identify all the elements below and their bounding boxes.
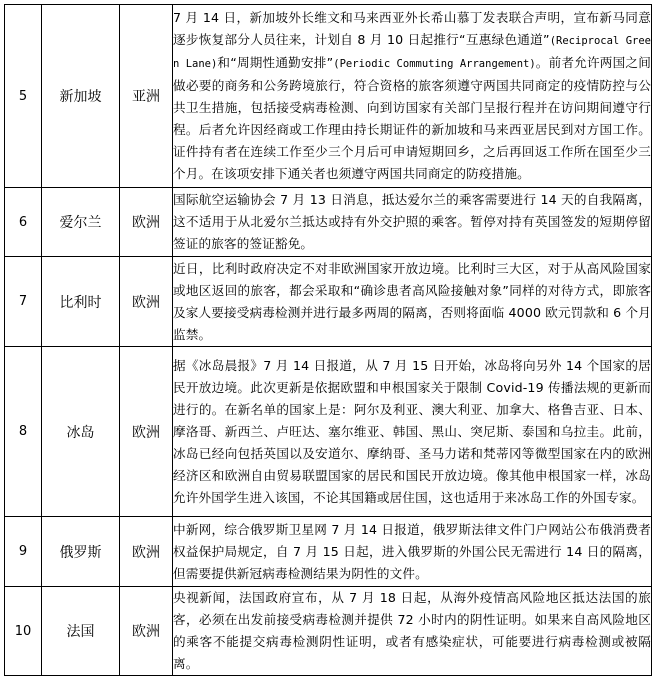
policy-text-segment: (Periodic Commuting Arrangement) — [333, 58, 536, 70]
country-cell: 俄罗斯 — [42, 517, 120, 587]
row-number: 6 — [5, 188, 42, 257]
table-row — [5, 347, 652, 517]
country-cell: 法国 — [42, 587, 120, 676]
row-number: 7 — [5, 257, 42, 347]
policy-text-segment: 中新网，综合俄罗斯卫星网 7 月 14 日报道，俄罗斯法律文件门户网站公布俄消费者权益保护局规定，自 7 月 15 日起，进入俄罗斯的外国公民无需进行 14 日的隔离，但需要提供新冠病毒检测结果为阴性的文件。 — [173, 521, 651, 581]
policy-text-segment: 据《冰岛晨报》7 月 14 日报道，从 7 月 15 日开始，冰岛将向另外 14 个国家的居民开放边境。此次更新是依据欧盟和申根国家关于限制 Covid-19 传播法规的更新而进行的。在新名单的国家上是：阿尔及利亚、澳大利亚、加拿大、格鲁吉亚、日本、摩洛哥、新西兰、卢旺达、塞尔维亚、韩国、黑山、突尼斯、泰国和乌拉圭。此前，冰岛已经向包括英国以及安道尔、摩纳哥、圣马力诺和梵蒂冈等微型国家在内的欧洲经济区和欧洲自由贸易联盟国家的居民和国民开放边境。像其他申根国家一样，冰岛允许外国学生进入该国，不论其国籍或居住国，这也适用于来冰岛工作的外国专家。 — [173, 357, 651, 505]
policy-text — [173, 188, 652, 257]
policy-text — [173, 347, 652, 517]
row-number: 10 — [5, 587, 42, 676]
policy-text-segment: (Reciprocal Green Lane) — [173, 35, 651, 70]
region-cell: 欧洲 — [120, 257, 173, 347]
policy-text-segment: 近日，比利时政府决定不对非欧洲国家开放边境。比利时三大区，对于从高风险国家或地区返回的旅客，都会采取和“确诊患者高风险接触对象”同样的对待方式，即旅客及家人要接受病毒检测并进行最多两周的隔离，否则将面临 4000 欧元罚款和 6 个月监禁。 — [173, 260, 651, 342]
policy-text — [173, 5, 652, 188]
region-cell: 欧洲 — [120, 188, 173, 257]
country-cell: 冰岛 — [42, 347, 120, 517]
country-cell: 比利时 — [42, 257, 120, 347]
policy-text-segment: 7 月 14 日，新加坡外长维文和马来西亚外长希山慕丁发表联合声明，宣布新马同意逐步恢复部分人员往来，计划自 8 月 10 日起推行“互惠绿色通道” — [173, 10, 651, 47]
row-number: 5 — [5, 5, 42, 188]
table-row — [5, 5, 652, 188]
table-row — [5, 188, 652, 257]
policy-text-segment: 央视新闻，法国政府宣布，从 7 月 18 日起，从海外疫情高风险地区抵达法国的旅客，必须在出发前接受病毒检测并提供 72 小时内的阴性证明。如果来自高风险地区的乘客不能提交病毒检测阴性证明，或者有感染症状，可能要进行病毒检测或被隔离。 — [173, 590, 651, 671]
table-row — [5, 517, 652, 587]
policy-text — [173, 587, 652, 676]
table-row — [5, 587, 652, 676]
policy-text — [173, 517, 652, 587]
policy-text-segment: 国际航空运输协会 7 月 13 日消息，抵达爱尔兰的乘客需要进行 14 天的自我隔离，这不适用于从北爱尔兰抵达或持有外交护照的乘客。暂停对持有英国签发的短期停留签证的旅客的签证豁免。 — [173, 192, 651, 251]
country-cell: 爱尔兰 — [42, 188, 120, 257]
policy-table — [4, 4, 652, 676]
policy-text — [173, 257, 652, 347]
policy-text-segment: 。前者允许两国之间做必要的商务和公务跨境旅行，符合资格的旅客须遵守两国共同商定的疫情防控与公共卫生措施，包括接受病毒检测、向到访国家有关部门呈报行程并在访问期间遵守行程。后者允许因经商或工作理由持长期证件的新加坡和马来西亚居民到对方国工作。证件持有者在连续工作至少三个月后可申请短期回乡，之后再回返工作所在国至少三个月。在该项安排下通关者也须遵守两国共同商定的防疫措施。 — [173, 55, 651, 181]
row-number: 9 — [5, 517, 42, 587]
policy-text-segment: 和“周期性通勤安排” — [217, 55, 334, 70]
region-cell: 欧洲 — [120, 347, 173, 517]
region-cell: 欧洲 — [120, 517, 173, 587]
region-cell: 亚洲 — [120, 5, 173, 188]
row-number: 8 — [5, 347, 42, 517]
country-cell: 新加坡 — [42, 5, 120, 188]
region-cell: 欧洲 — [120, 587, 173, 676]
table-row — [5, 257, 652, 347]
